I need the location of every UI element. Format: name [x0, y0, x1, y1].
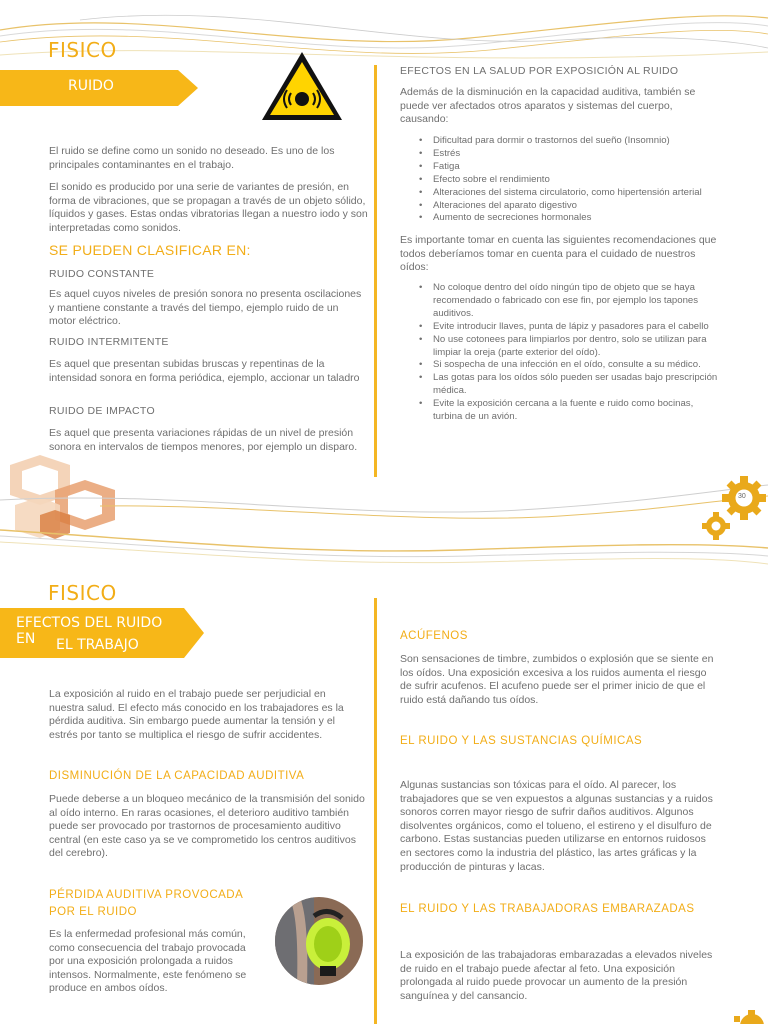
section-banner	[0, 70, 178, 106]
hearing-loss-heading-line1: PÉRDIDA AUDITIVA PROVOCADA	[49, 889, 244, 901]
page-title: FISICO	[48, 38, 117, 62]
list-item: • Las gotas para los oídos sólo pueden ser usadas bajo prescripción médica.	[433, 372, 725, 398]
hearing-capacity-text: Puede deberse a un bloqueo mecánico de la transmisión del sonido al oído interno. En raras ocasiones, el deterioro auditivo también puede ser provocado por trastornos de procesamiento auditivo central (en este caso ya se ve comprometido los centros auditivos del cerebro).	[49, 793, 365, 860]
recommendations-list	[401, 282, 725, 424]
list-item: • Efecto sobre el rendimiento	[433, 174, 753, 187]
hearing-loss-text: Es la enfermedad profesional más común, como consecuencia del trabajo provocada por una exposición prolongada a ruidos intensos. Normalmente, este fenómeno se produce en ambos oídos.	[49, 928, 247, 995]
list-item: • Fatiga	[433, 161, 753, 174]
chemicals-heading: EL RUIDO Y LAS SUSTANCIAS QUÍMICAS	[400, 735, 643, 747]
page-title: FISICO	[48, 581, 117, 605]
chemicals-text: Algunas sustancias son tóxicas para el oído. Al parecer, los trabajadores que se ven expuestos a algunas sustancias y a ruidos sonoros corren mayor riesgo de sufrir daños auditivos. Algunos disolventes orgánicos, como el tolueno, el estireno y el disulfuro de carbono. Estas sustancias pueden utilizarse en entornos ruidosos en sectores como la industria del plástico, las artes gráficas y la producción de pinturas y lacas.	[400, 779, 713, 873]
list-item: • Evite introducir llaves, punta de lápiz y pasadores para el cabello	[433, 321, 725, 334]
tinnitus-text: Son sensaciones de timbre, zumbidos o explosión que se siente en los oídos. Una exposición excesiva a los ruidos aumenta el riesgo de sufrir acufenos. El acufeno puede ser el primer inicio de que el ruido está dañando tus oídos.	[400, 653, 714, 706]
gear-icon	[728, 1010, 768, 1024]
column-divider	[374, 598, 377, 1024]
type-text-impact: Es aquel que presenta variaciones rápidas de un nivel de presión sonora en intervalos de tiempos menores, por ejemplo un disparo.	[49, 427, 358, 453]
page-number: 30	[738, 493, 746, 500]
classify-heading: SE PUEDEN CLASIFICAR EN:	[49, 242, 251, 258]
type-title-impact: RUIDO DE IMPACTO	[49, 405, 155, 417]
section-banner	[0, 608, 184, 658]
column-divider	[374, 65, 377, 477]
type-text-constant: Es aquel cuyos niveles de presión sonora no presenta oscilaciones y mantiene constante a través del tiempo, ejemplo ruido de un motor eléctrico.	[49, 288, 362, 328]
list-item: • Dificultad para dormir o trastornos del sueño (Insomnio)	[433, 135, 753, 148]
list-item: • Estrés	[433, 148, 753, 161]
list-item: • Evite la exposición cercana a la fuente e ruido como bocinas, turbina de un avión.	[433, 398, 725, 424]
ear-protector-photo	[274, 896, 364, 986]
list-item: • Alteraciones del aparato digestivo	[433, 200, 753, 213]
list-item: • Aumento de secreciones hormonales	[433, 212, 753, 225]
effects-intro: Además de la disminución en la capacidad auditiva, también se puede ver afectados otros aparatos y sistemas del cuerpo, causando:	[400, 86, 696, 126]
middle-wave-decoration	[0, 470, 768, 570]
intro-paragraph-2: El sonido es producido por una serie de variantes de presión, en forma de vibraciones, que se propagan a través de un objeto sólido, líquidos y gases. Estas ondas vibratorias llegan a nuestro iodo y son interpretadas como sonidos.	[49, 181, 368, 234]
effects-intro: La exposición al ruido en el trabajo puede ser perjudicial en nuestra salud. El efecto más conocido en los trabajadores es la pérdida auditiva. Sin embargo puede aumentar la tensión y el estrés por tanto se multiplica el riesgo de sufrir accidentes.	[49, 688, 344, 741]
banner-label-line2: EL TRABAJO	[56, 637, 139, 653]
list-item: • Alteraciones del sistema circulatorio, como hipertensión arterial	[433, 187, 753, 200]
banner-label-line1: EFECTOS DEL RUIDO EN	[16, 615, 163, 647]
pregnant-workers-heading: EL RUIDO Y LAS TRABAJADORAS EMBARAZADAS	[400, 903, 695, 915]
type-title-intermittent: RUIDO INTERMITENTE	[49, 336, 169, 348]
banner-label: RUIDO	[68, 78, 114, 94]
hearing-loss-heading-line2: POR EL RUIDO	[49, 906, 138, 918]
intro-paragraph-1: El ruido se define como un sonido no deseado. Es uno de los principales contaminantes en el trabajo.	[49, 145, 335, 171]
effects-heading: EFECTOS EN LA SALUD POR EXPOSICIÓN AL RUIDO	[400, 65, 679, 77]
noise-warning-icon	[258, 48, 346, 124]
tinnitus-heading: ACÚFENOS	[400, 630, 468, 642]
recommendations-intro: Es importante tomar en cuenta las siguientes recomendaciones que todos deberíamos tomar en cuenta para el cuidado de nuestros oídos:	[400, 234, 717, 274]
gear-icon	[700, 470, 768, 542]
list-item: • No use cotonees para limpiarlos por dentro, solo se utilizan para limpiar la oreja (parte exterior del oído).	[433, 334, 725, 360]
type-text-intermittent: Es aquel que presentan subidas bruscas y repentinas de la intensidad sonora en forma periódica, ejemplo, accionar un taladro	[49, 358, 360, 384]
hearing-capacity-heading: DISMINUCIÓN DE LA CAPACIDAD AUDITIVA	[49, 770, 305, 782]
list-item: • Si sospecha de una infección en el oído, consulte a su médico.	[433, 359, 725, 372]
effects-list	[401, 135, 753, 225]
pregnant-workers-text: La exposición de las trabajadoras embarazadas a elevados niveles de ruido en el trabajo puede afectar al feto. Una exposición prolongada al ruido puede provocar un aumento de la presión sanguínea y del cansancio.	[400, 949, 713, 1002]
list-item: • No coloque dentro del oído ningún tipo de objeto que se haya recomendado o fabricado con ese fin, por ejemplo los tapones auditivos.	[433, 282, 725, 321]
type-title-constant: RUIDO CONSTANTE	[49, 268, 155, 280]
